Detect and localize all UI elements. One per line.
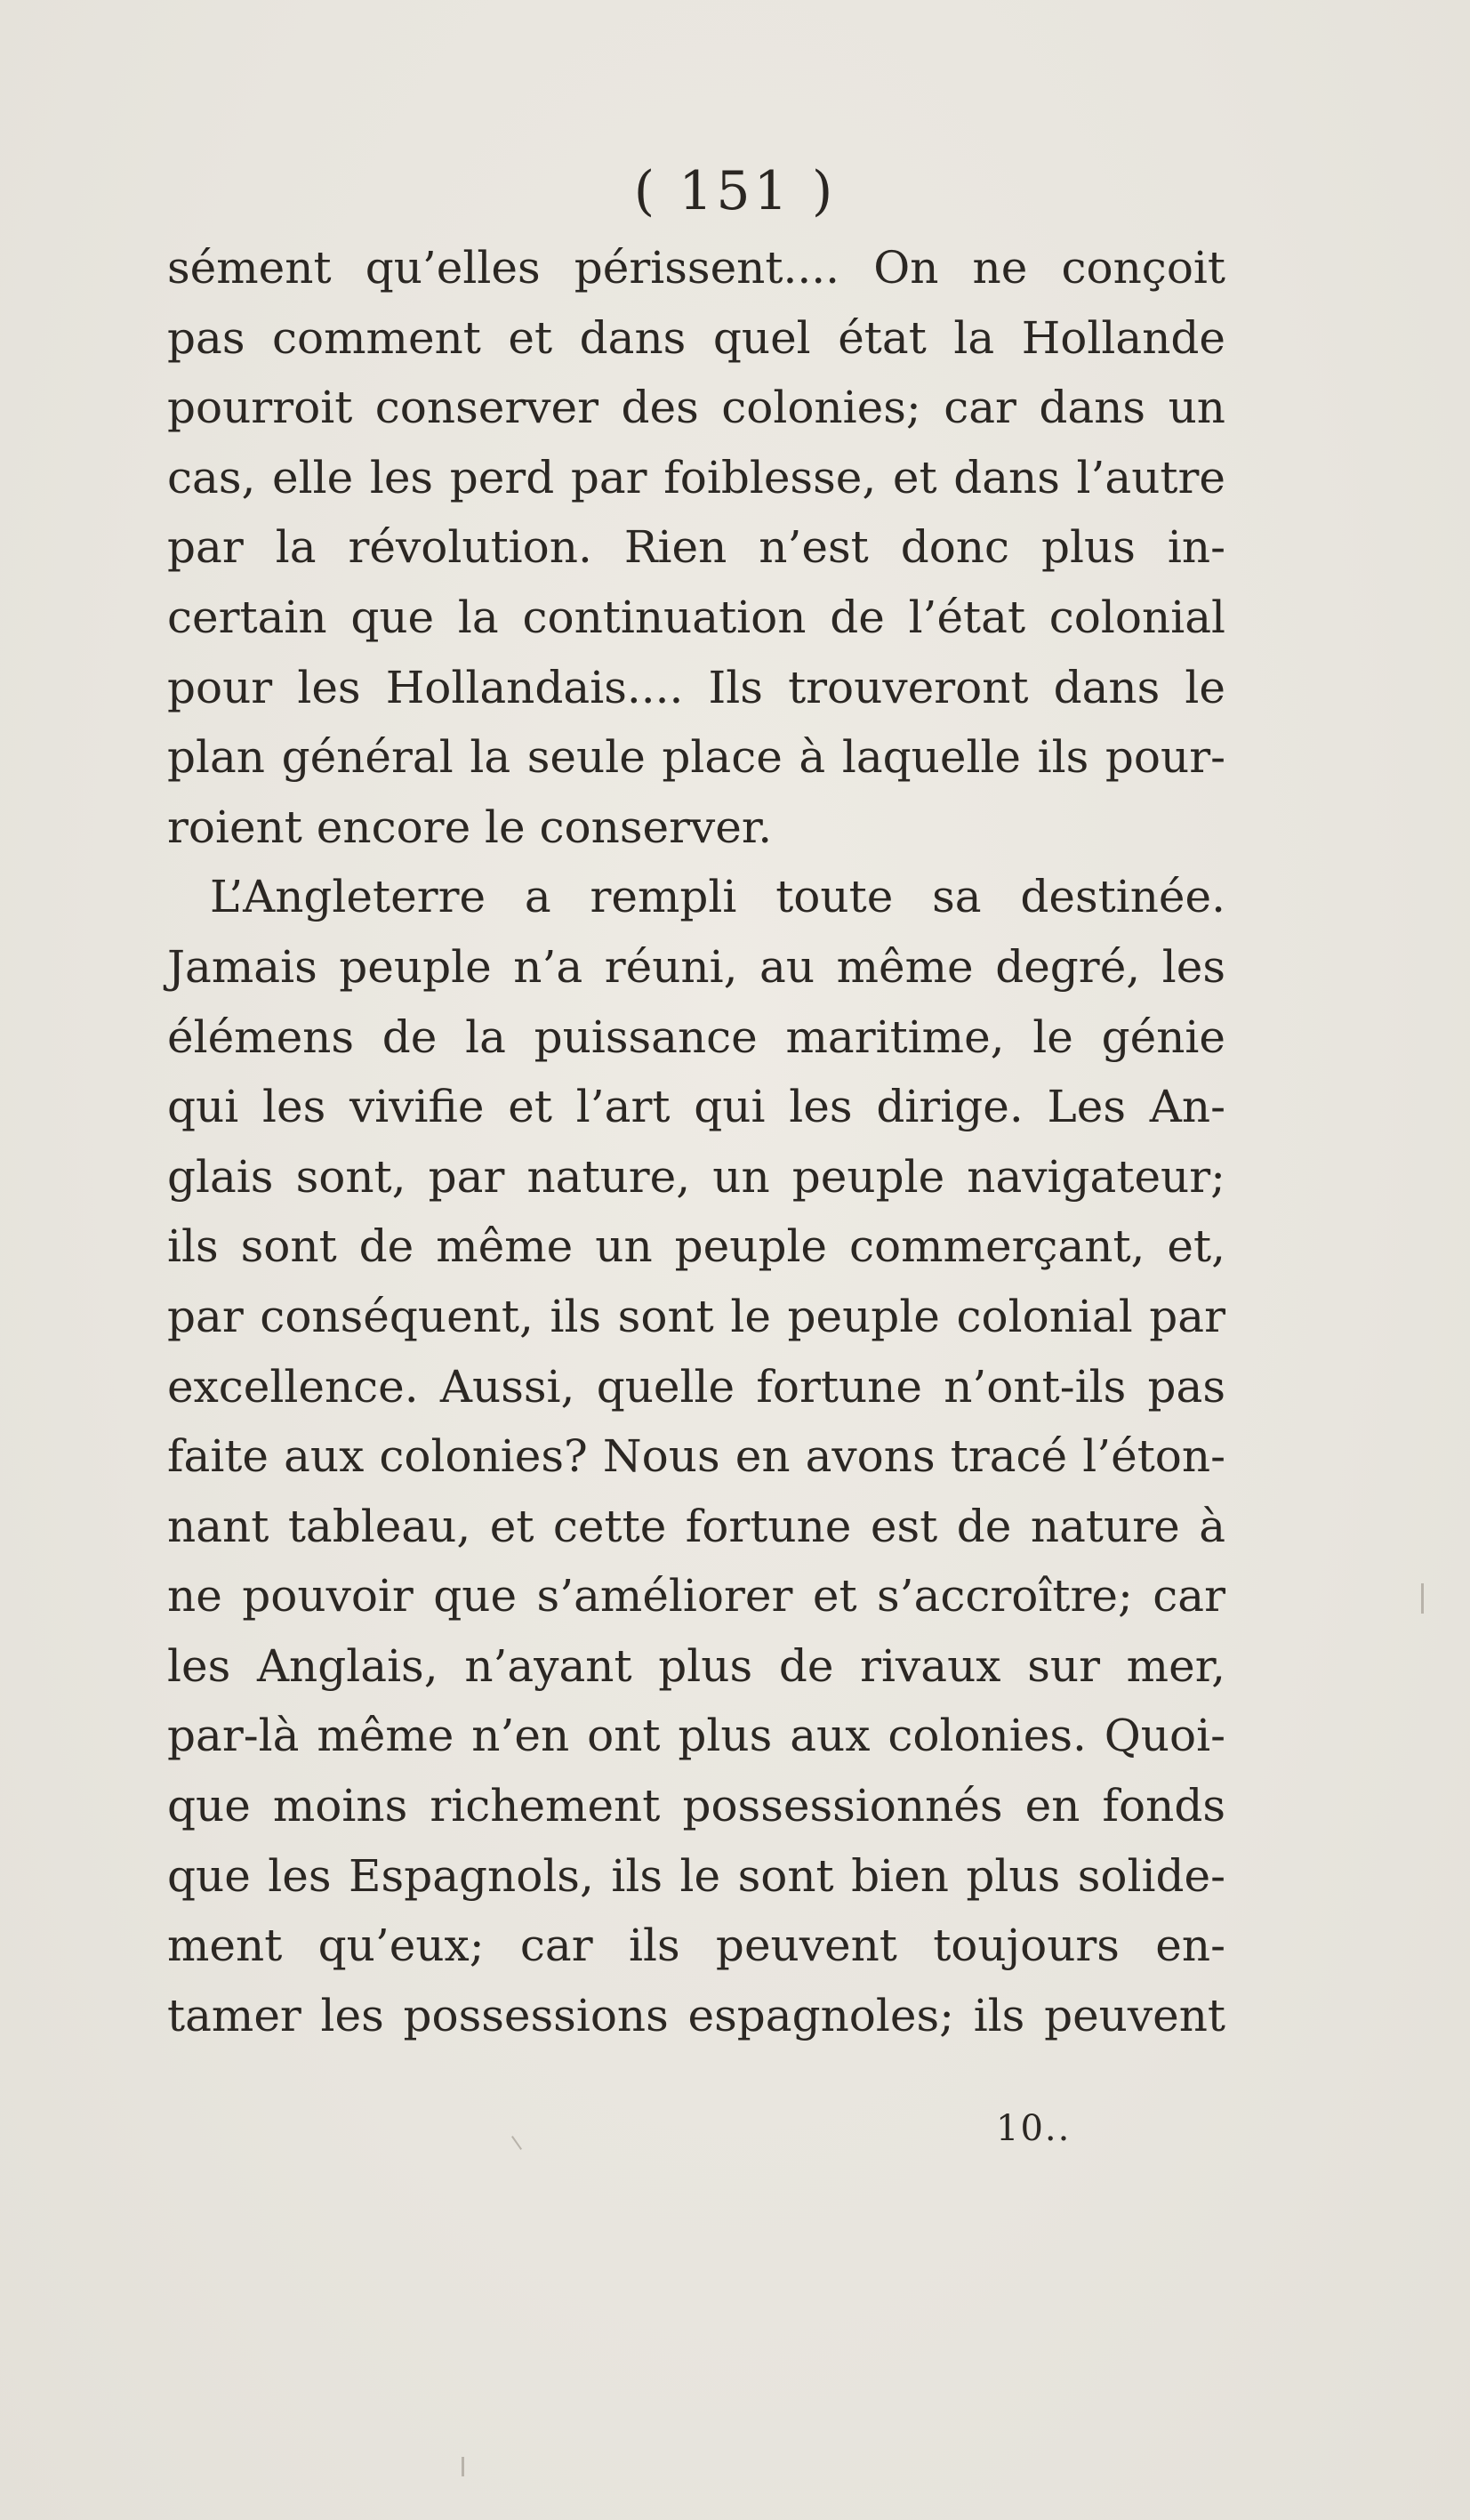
text-line: excellence. Aussi, quelle fortune n’ont-ils pas — [167, 1360, 1225, 1413]
text-line: roient encore le conserver. — [167, 801, 773, 853]
text-line: pour les Hollandais.... Ils trouveront dans le — [167, 661, 1225, 713]
text-line: sément qu’elles périssent.... On ne conçoit — [167, 242, 1225, 294]
text-line: ils sont de même un peuple commerçant, et, — [167, 1220, 1225, 1273]
text-line: Jamais peuple n’a réuni, au même degré, les — [167, 940, 1225, 993]
text-line: les Anglais, n’ayant plus de rivaux sur mer, — [167, 1639, 1225, 1692]
paper-speck — [511, 2136, 522, 2150]
text-line: par-là même n’en ont plus aux colonies. Quoi- — [167, 1710, 1225, 1762]
paper-speck — [1421, 1583, 1424, 1614]
text-line: nant tableau, et cette fortune est de nature à — [167, 1500, 1225, 1552]
text-line: pas comment et dans quel état la Hollande — [167, 311, 1225, 364]
text-line: cas, elle les perd par foiblesse, et dans l’autre — [167, 451, 1225, 503]
paper-speck — [462, 2457, 464, 2476]
text-line: plan général la seule place à laquelle ils pour- — [167, 731, 1225, 784]
text-line: par conséquent, ils sont le peuple colonial par — [167, 1290, 1225, 1342]
body-text — [167, 233, 1225, 2050]
text-line: tamer les possessions espagnoles; ils peuvent — [167, 1989, 1225, 2041]
text-line: élémens de la puissance maritime, le génie — [167, 1010, 1225, 1063]
text-line: L’Angleterre a rempli toute sa destinée. — [210, 871, 1225, 923]
text-line: par la révolution. Rien n’est donc plus in- — [167, 521, 1225, 574]
signature-mark: 10.. — [996, 2108, 1072, 2149]
text-line: pourroit conserver des colonies; car dans un — [167, 382, 1225, 434]
text-line: certain que la continuation de l’état colonial — [167, 591, 1225, 643]
text-line: glais sont, par nature, un peuple navigateur; — [167, 1150, 1225, 1203]
page-number-header: ( 151 ) — [633, 160, 837, 222]
text-line: qui les vivifie et l’art qui les dirige. Les An- — [167, 1081, 1225, 1133]
text-line: que les Espagnols, ils le sont bien plus solide- — [167, 1849, 1225, 1902]
text-line: que moins richement possessionnés en fonds — [167, 1780, 1225, 1832]
text-line: ment qu’eux; car ils peuvent toujours en- — [167, 1920, 1225, 1972]
text-line: ne pouvoir que s’améliorer et s’accroître; car — [167, 1570, 1225, 1622]
text-line: faite aux colonies? Nous en avons tracé l’éton- — [167, 1430, 1225, 1483]
